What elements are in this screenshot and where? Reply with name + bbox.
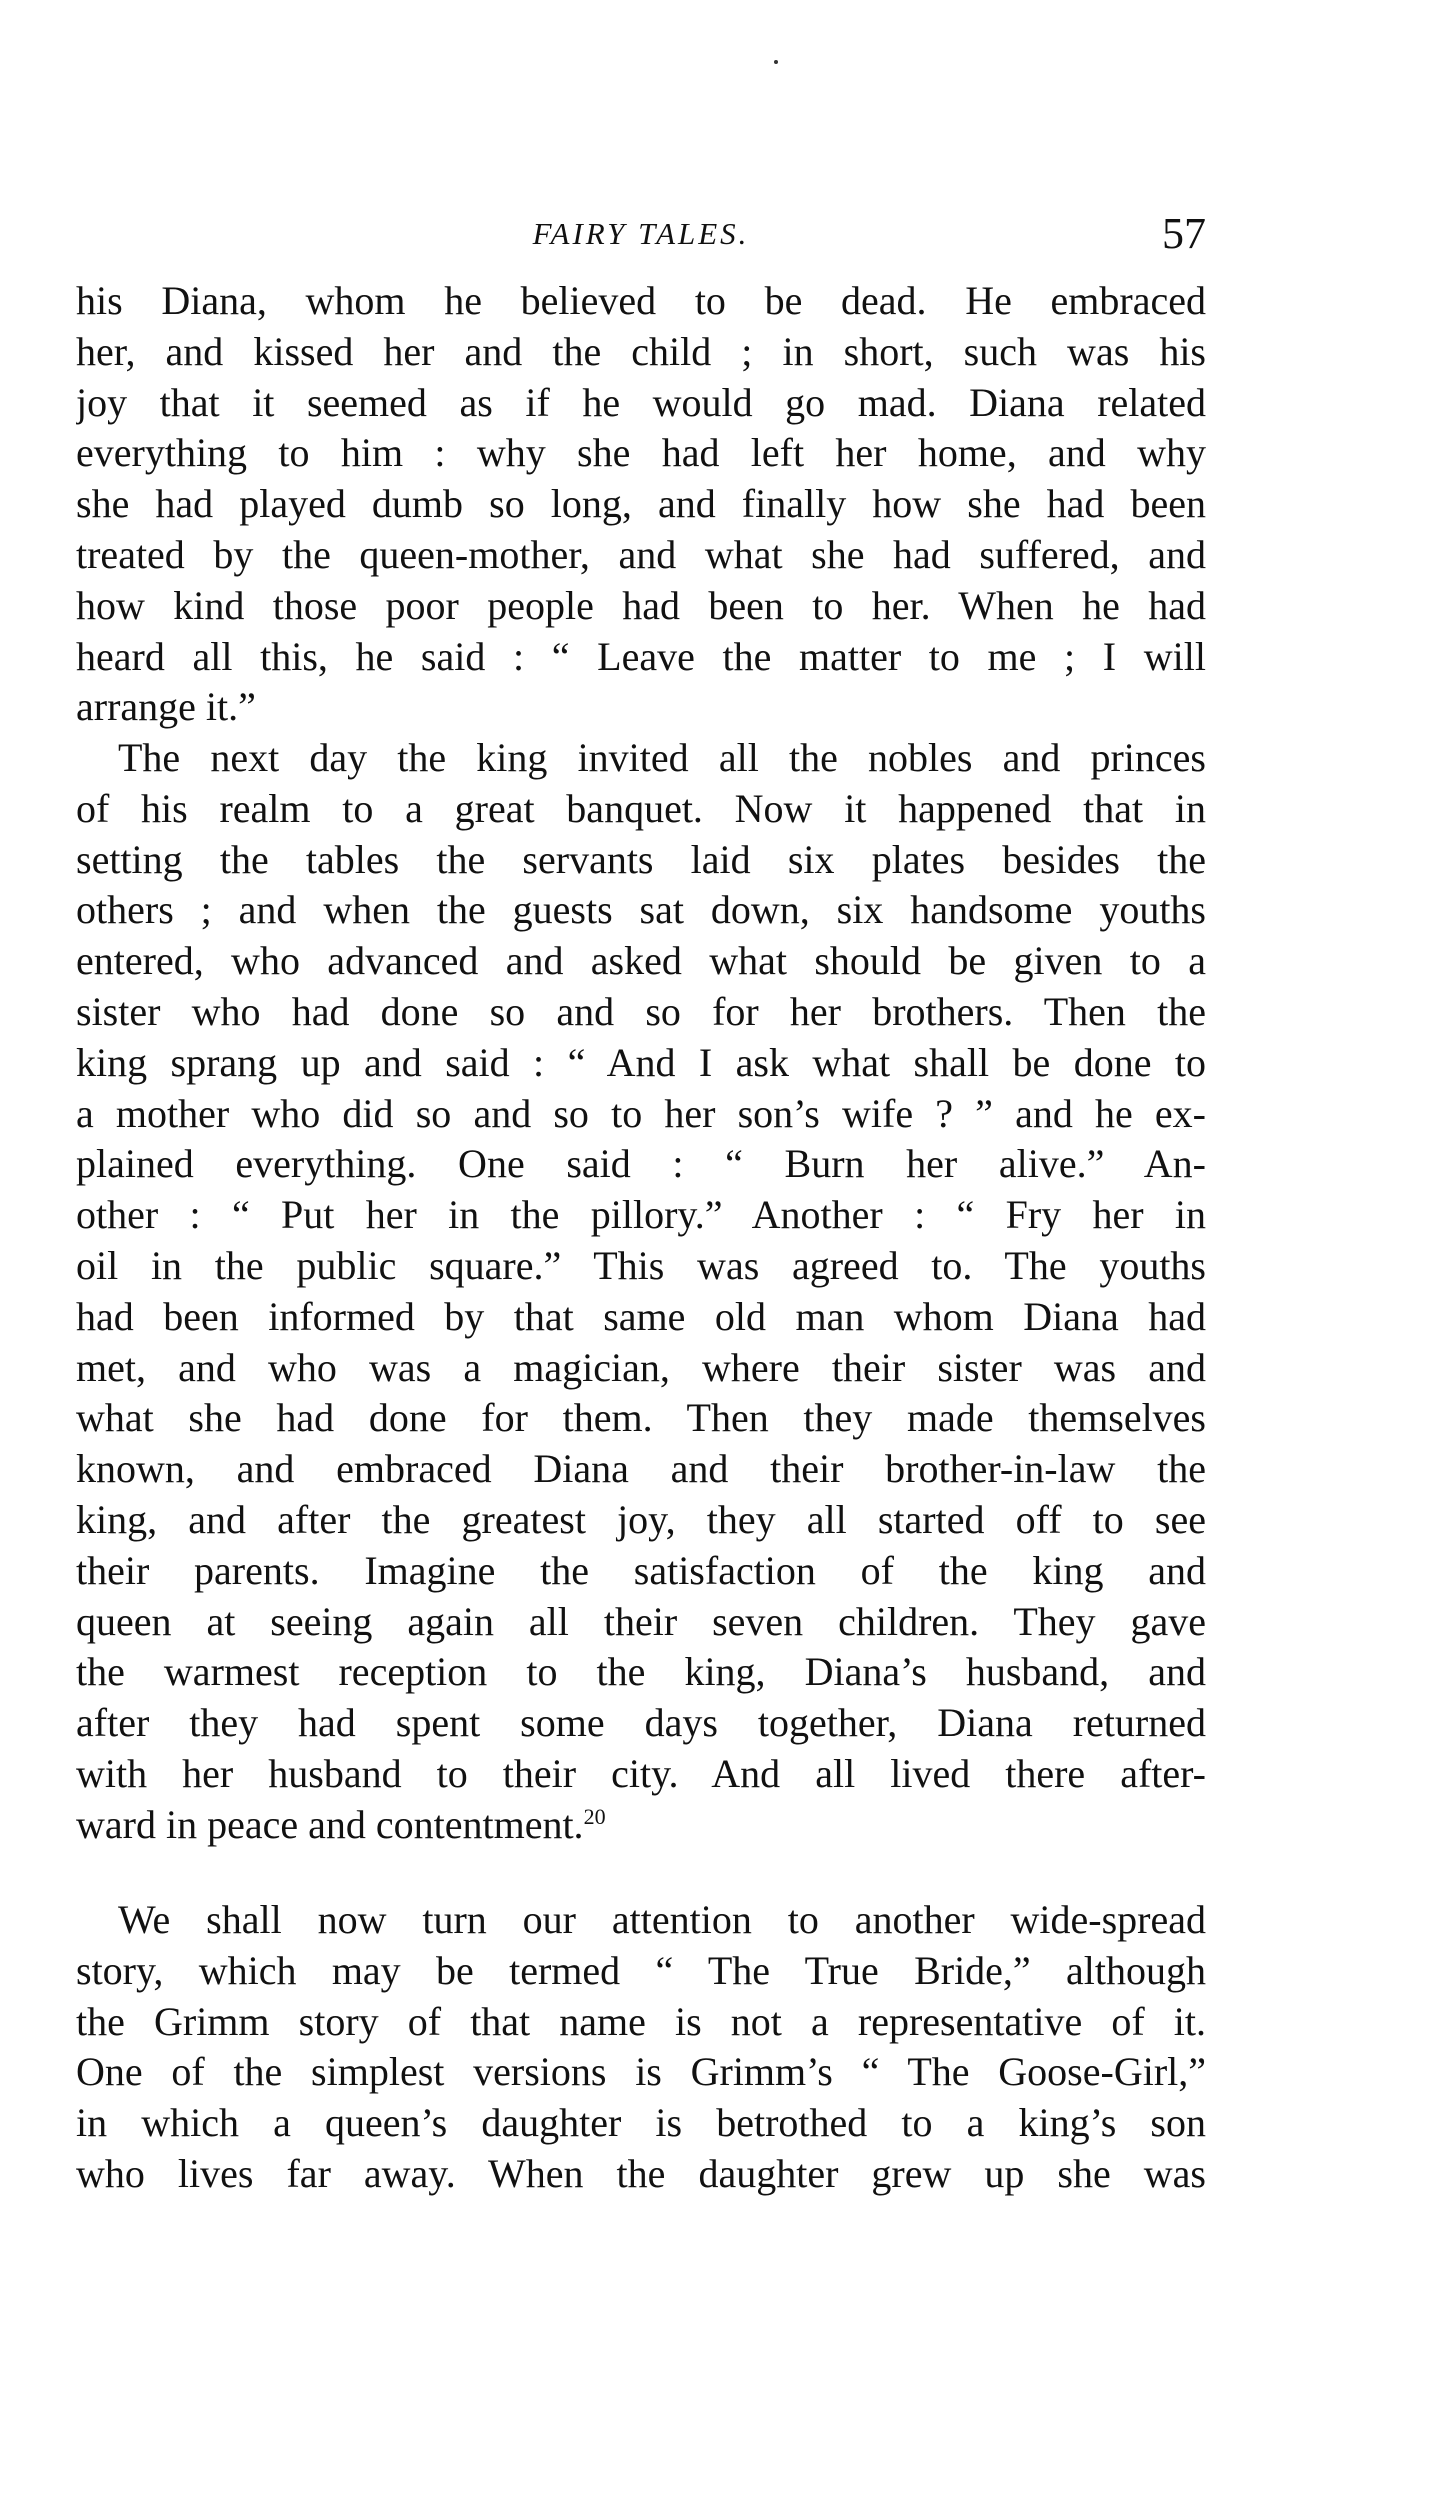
paragraph-3 bbox=[76, 1895, 1206, 2200]
page-header bbox=[76, 208, 1206, 268]
text-line: the warmest reception to the king, Diana’s husband, and bbox=[76, 1649, 1206, 1695]
text-line: treated by the queen-mother, and what she had suffered, and bbox=[76, 531, 1206, 577]
text-line: joy that it seemed as if he would go mad. Diana related bbox=[76, 379, 1206, 425]
text-line: how kind those poor people had been to her. When he had bbox=[76, 582, 1206, 628]
paragraph-1 bbox=[76, 276, 1206, 733]
text-line: the Grimm story of that name is not a representative of it. bbox=[76, 1998, 1206, 2044]
text-line: plained everything. One said : “ Burn her alive.” An- bbox=[76, 1141, 1206, 1187]
text-line: king, and after the greatest joy, they all started off to see bbox=[76, 1496, 1206, 1542]
text-line: others ; and when the guests sat down, six handsome youths bbox=[76, 887, 1206, 933]
text-line: who lives far away. When the daughter grew up she was bbox=[76, 2150, 1206, 2196]
text-line: oil in the public square.” This was agreed to. The youths bbox=[76, 1242, 1206, 1288]
text-line: known, and embraced Diana and their brother-in-law the bbox=[76, 1446, 1206, 1492]
text-line: arrange it.” bbox=[76, 684, 256, 730]
text-line: story, which may be termed “ The True Bride,” although bbox=[76, 1947, 1206, 1993]
text-line: setting the tables the servants laid six plates besides the bbox=[76, 836, 1206, 882]
text-line: a mother who did so and so to her son’s wife ? ” and he ex- bbox=[76, 1090, 1206, 1136]
text-line: of his realm to a great banquet. Now it happened that in bbox=[76, 785, 1206, 831]
text-line: heard all this, he said : “ Leave the matter to me ; I will bbox=[76, 633, 1206, 679]
text-line: everything to him : why she had left her home, and why bbox=[76, 430, 1206, 476]
text-line: had been informed by that same old man whom Diana had bbox=[76, 1293, 1206, 1339]
text-line: We shall now turn our attention to another wide-spread bbox=[118, 1897, 1206, 1942]
text-line: her, and kissed her and the child ; in short, such was his bbox=[76, 328, 1206, 374]
text-line: after they had spent some days together, Diana returned bbox=[76, 1700, 1206, 1746]
text-line: entered, who advanced and asked what should be given to a bbox=[76, 938, 1206, 984]
text-line: sister who had done so and so for her brothers. Then the bbox=[76, 988, 1206, 1034]
text-line: queen at seeing again all their seven children. They gave bbox=[76, 1598, 1206, 1644]
text-line: what she had done for them. Then they made themselves bbox=[76, 1395, 1206, 1441]
paragraph-2 bbox=[76, 733, 1206, 1851]
running-title: FAIRY TALES. bbox=[532, 216, 750, 251]
text-line: his Diana, whom he believed to be dead. He embraced bbox=[76, 278, 1206, 323]
text-line-with-footnote bbox=[76, 1800, 1206, 1851]
text-line: their parents. Imagine the satisfaction of the king and bbox=[76, 1547, 1206, 1593]
text-line: king sprang up and said : “ And I ask what shall be done to bbox=[76, 1039, 1206, 1085]
print-speck bbox=[774, 60, 778, 64]
text-line: met, and who was a magician, where their sister was and bbox=[76, 1344, 1206, 1390]
text-line: in which a queen’s daughter is betrothed to a king’s son bbox=[76, 2100, 1206, 2146]
text-line: One of the simplest versions is Grimm’s “ The Goose-Girl,” bbox=[76, 2049, 1206, 2095]
text-line: The next day the king invited all the nobles and princes bbox=[118, 735, 1206, 780]
text-line: other : “ Put her in the pillory.” Another : “ Fry her in bbox=[76, 1192, 1206, 1238]
text-line: ward in peace and contentment. bbox=[76, 1801, 584, 1847]
text-line: she had played dumb so long, and finally how she had been bbox=[76, 481, 1206, 527]
footnote-reference: 20 bbox=[583, 1803, 606, 1829]
text-line: with her husband to their city. And all lived there after- bbox=[76, 1750, 1206, 1796]
page-number: 57 bbox=[1162, 209, 1206, 258]
